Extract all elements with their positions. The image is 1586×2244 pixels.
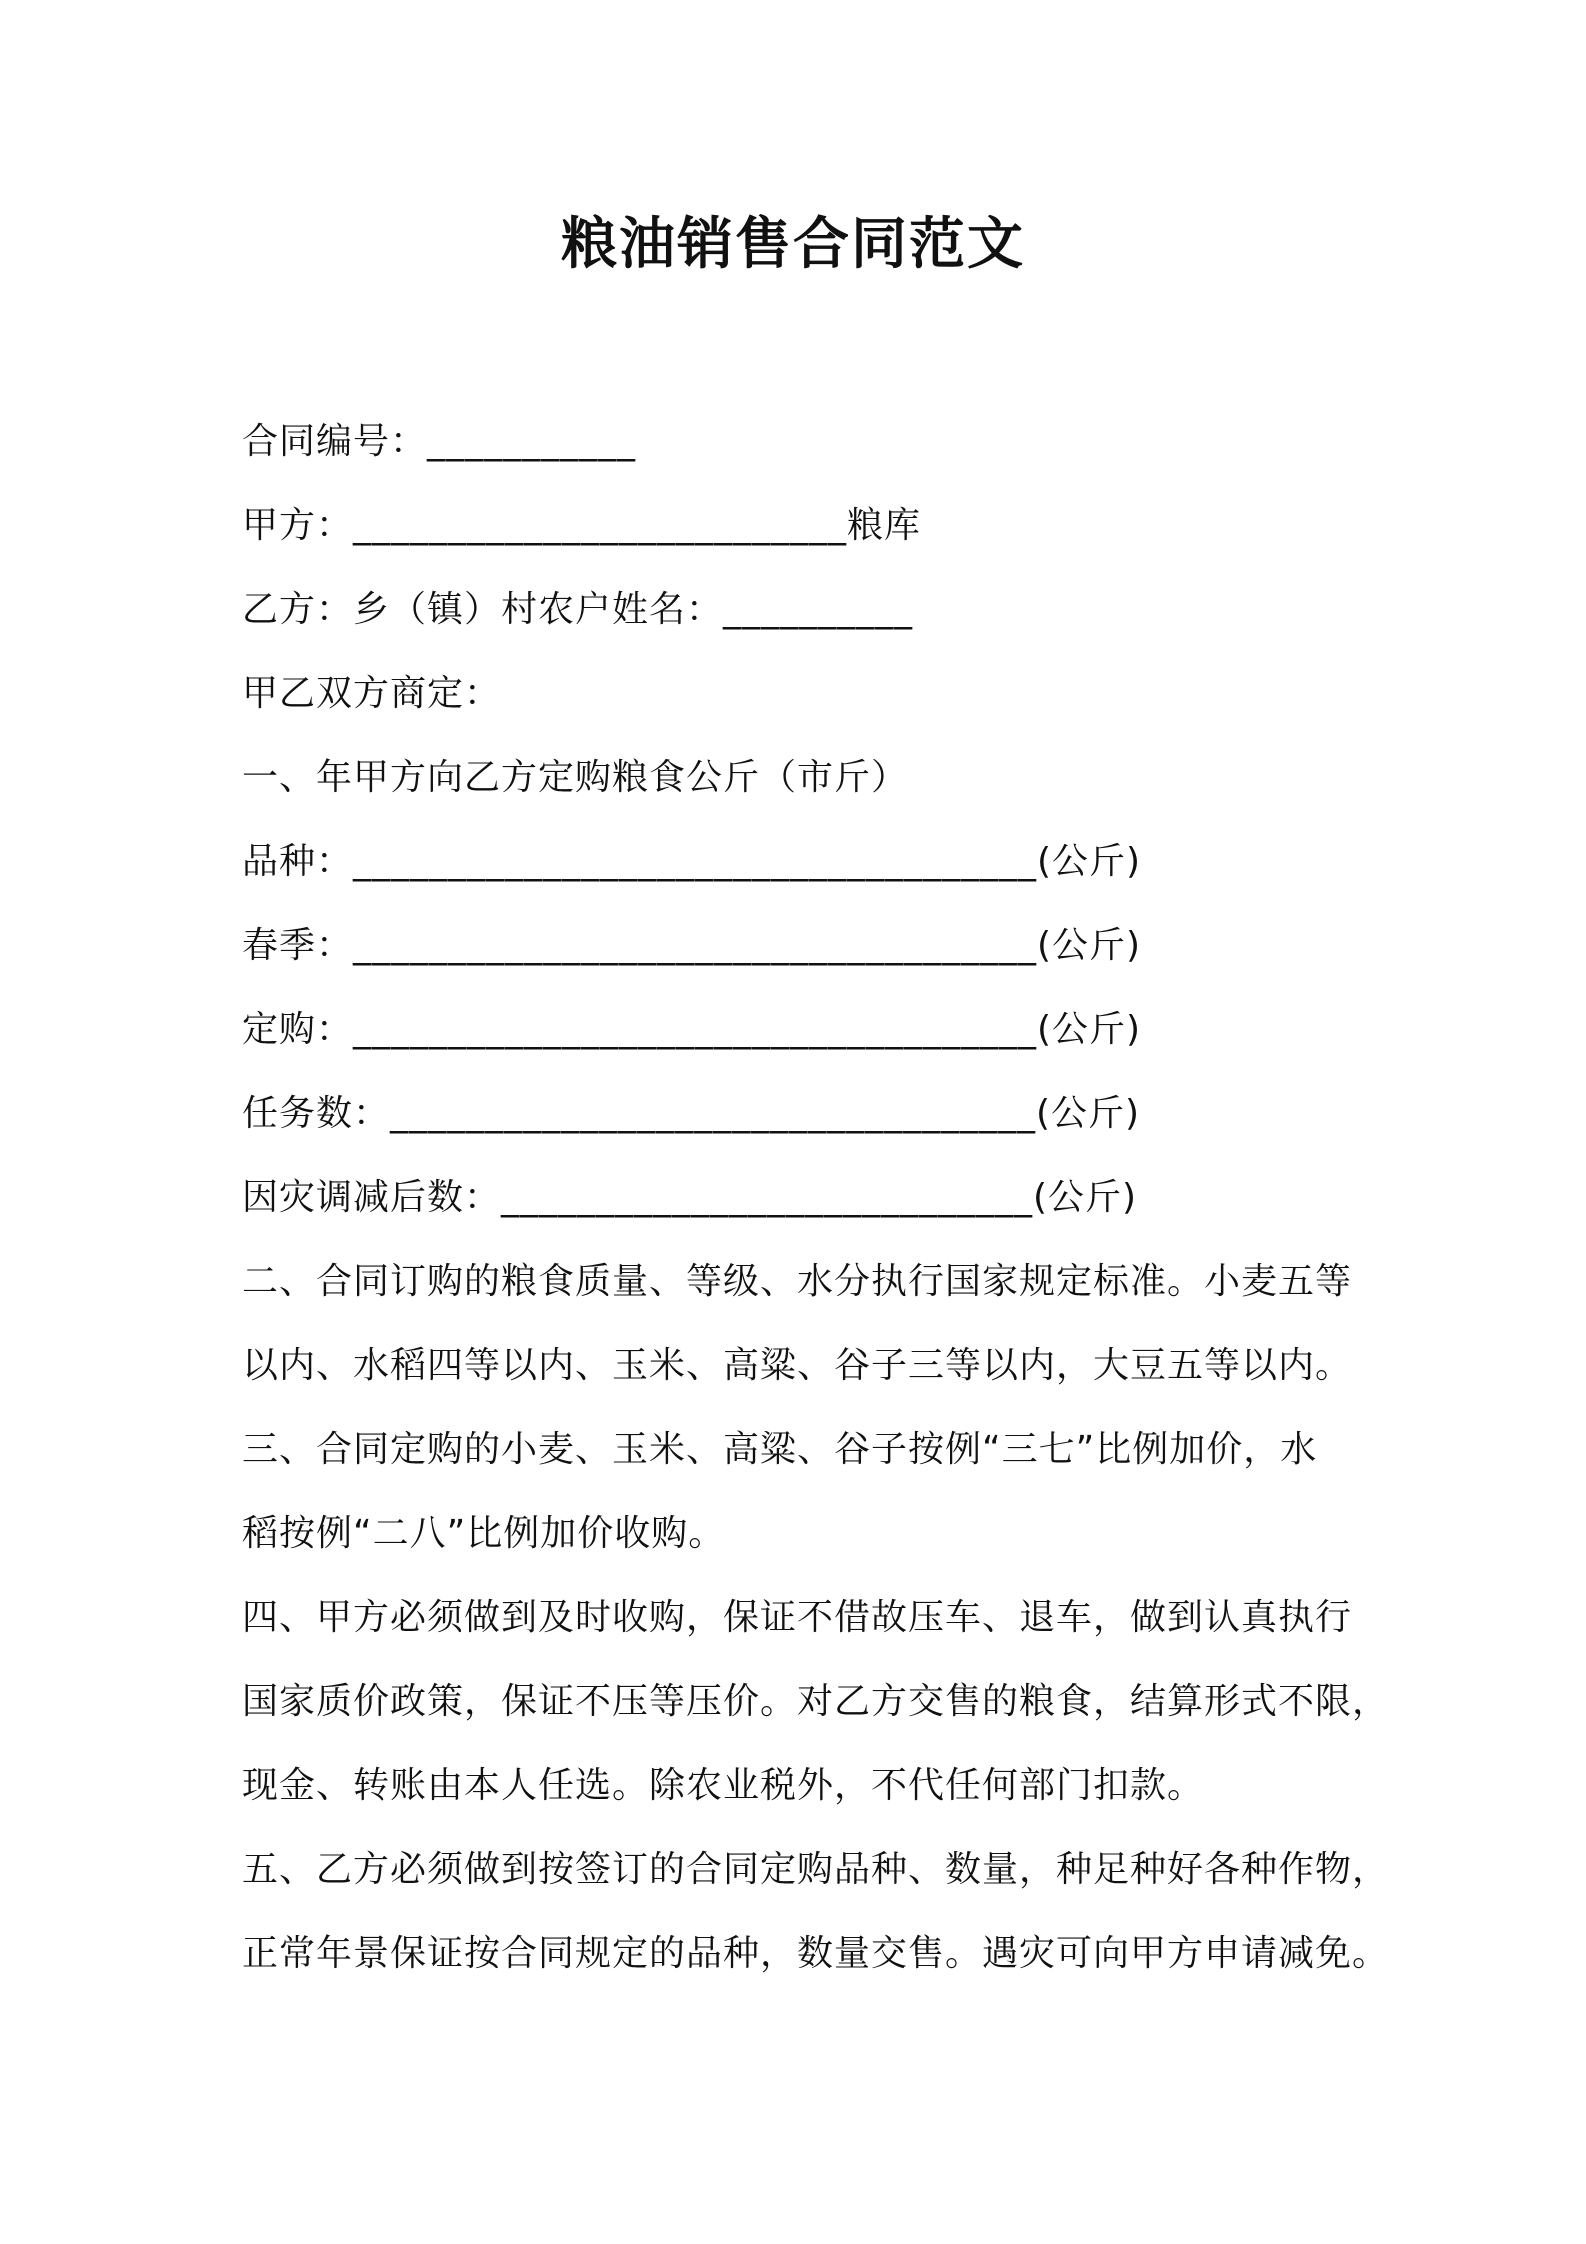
variety-line: 品种：____________________________________(公斤) bbox=[242, 841, 1142, 882]
order-line: 定购：____________________________________(公斤) bbox=[242, 1009, 1142, 1050]
document-title: 粮油销售合同范文 bbox=[561, 212, 1025, 277]
contract-number-line: 合同编号：___________ bbox=[242, 421, 637, 462]
clause-5-line-2: 正常年景保证按合同规定的品种，数量交售。遇灾可向甲方申请减免。 bbox=[242, 1933, 1390, 1974]
document-body bbox=[242, 400, 1390, 1996]
clause-3-line-2: 稻按例“二八”比例加价收购。 bbox=[242, 1513, 726, 1554]
party-a-line: 甲方：__________________________粮库 bbox=[242, 505, 922, 546]
agreement-intro-line: 甲乙双方商定： bbox=[242, 673, 502, 714]
disaster-reduction-line: 因灾调减后数：____________________________(公斤) bbox=[242, 1177, 1138, 1218]
clause-1-heading: 一、年甲方向乙方定购粮食公斤（市斤） bbox=[242, 757, 909, 798]
spring-line: 春季：____________________________________(公斤) bbox=[242, 925, 1142, 966]
quota-line: 任务数：__________________________________(公斤) bbox=[242, 1093, 1141, 1134]
party-b-line: 乙方：乡（镇）村农户姓名：__________ bbox=[242, 589, 914, 630]
clause-5-line-1: 五、乙方必须做到按签订的合同定购品种、数量，种足种好各种作物， bbox=[242, 1849, 1390, 1890]
clause-2-line-1: 二、合同订购的粮食质量、等级、水分执行国家规定标准。小麦五等 bbox=[242, 1261, 1353, 1302]
clause-3-line-1: 三、合同定购的小麦、玉米、高粱、谷子按例“三七”比例加价，水 bbox=[242, 1429, 1318, 1470]
clause-4-line-1: 四、甲方必须做到及时收购，保证不借故压车、退车，做到认真执行 bbox=[242, 1597, 1353, 1638]
clause-4-line-2: 国家质价政策，保证不压等压价。对乙方交售的粮食，结算形式不限， bbox=[242, 1681, 1390, 1722]
clause-4-line-3: 现金、转账由本人任选。除农业税外，不代任何部门扣款。 bbox=[242, 1765, 1205, 1806]
clause-2-line-2: 以内、水稻四等以内、玉米、高粱、谷子三等以内，大豆五等以内。 bbox=[242, 1345, 1353, 1386]
